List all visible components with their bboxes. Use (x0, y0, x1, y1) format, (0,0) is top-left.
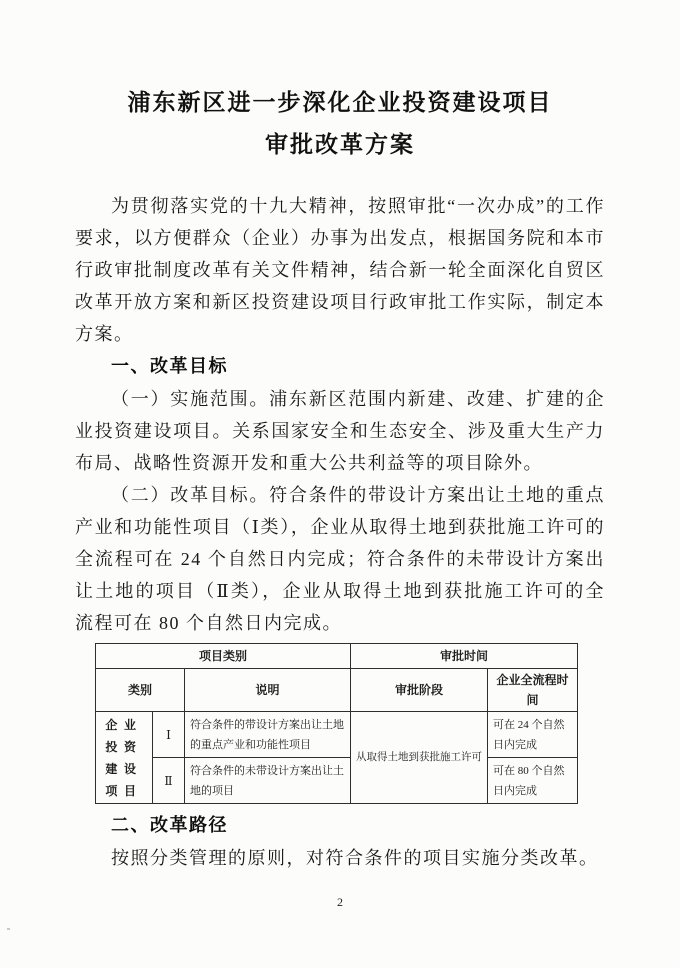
document-body (75, 190, 605, 874)
approval-table (95, 643, 578, 804)
scan-artifact (7, 928, 10, 930)
cell-class-2-duration: 可在 80 个自然日内完成 (488, 758, 578, 804)
paragraph-scope: （一）实施范围。浦东新区范围内新建、改建、扩建的企业投资建设项目。关系国家安全和生态安全、涉及重大生产力布局、战略性资源开发和重大公共利益等的项目除外。 (75, 389, 605, 473)
page-title (75, 82, 605, 166)
intro-paragraph: 为贯彻落实党的十九大精神，按照审批“一次办成”的工作要求，以方便群众（企业）办事为出发点，根据国务院和本市行政审批制度改革有关文件精神，结合新一轮全面深化自贸区改革开放方案和新区投资建设项目行政审批工作实际，制定本方案。 (75, 196, 605, 344)
table-row-class-2 (96, 758, 578, 804)
header-approval-time: 审批时间 (351, 644, 578, 669)
page-title-line-1: 浦东新区进一步深化企业投资建设项目 (127, 90, 553, 115)
table-row-class-1 (96, 712, 578, 758)
cell-category-group: 企业投资建设项目 (96, 712, 153, 804)
table-header-row-1 (96, 644, 578, 669)
table-header-row-2 (96, 669, 578, 712)
header-description: 说明 (185, 669, 351, 712)
paragraph-goal: （二）改革目标。符合条件的带设计方案出让土地的重点产业和功能性项目（Ⅰ类），企业从取得土地到获批施工许可的全流程可在 24 个自然日内完成；符合条件的未带设计方案出让土地的项目（Ⅱ类），企业从取得土地到获批施工许可的全流程可在 80 个自然日内完成。 (75, 485, 605, 633)
paragraph-reform-path: 按照分类管理的原则，对符合条件的项目实施分类改革。 (111, 848, 599, 868)
section-heading-reform-path: 二、改革路径 (111, 815, 228, 835)
header-approval-stage: 审批阶段 (351, 669, 488, 712)
header-full-process-time: 企业全流程时间 (488, 669, 578, 712)
cell-class-2-description: 符合条件的未带设计方案出让土地的项目 (185, 758, 351, 804)
cell-class-1-duration: 可在 24 个自然日内完成 (488, 712, 578, 758)
cell-class-1-description: 符合条件的带设计方案出让土地的重点产业和功能性项目 (185, 712, 351, 758)
cell-approval-stage: 从取得土地到获批施工许可 (351, 712, 488, 804)
cell-class-1-numeral: Ⅰ (153, 712, 185, 758)
section-heading-reform-goals: 一、改革目标 (111, 356, 228, 376)
page-title-line-2: 审批改革方案 (265, 132, 415, 157)
cell-class-2-numeral: Ⅱ (153, 758, 185, 804)
header-category: 类别 (96, 669, 185, 712)
header-project-category: 项目类别 (96, 644, 351, 669)
page-number: 2 (337, 895, 343, 909)
